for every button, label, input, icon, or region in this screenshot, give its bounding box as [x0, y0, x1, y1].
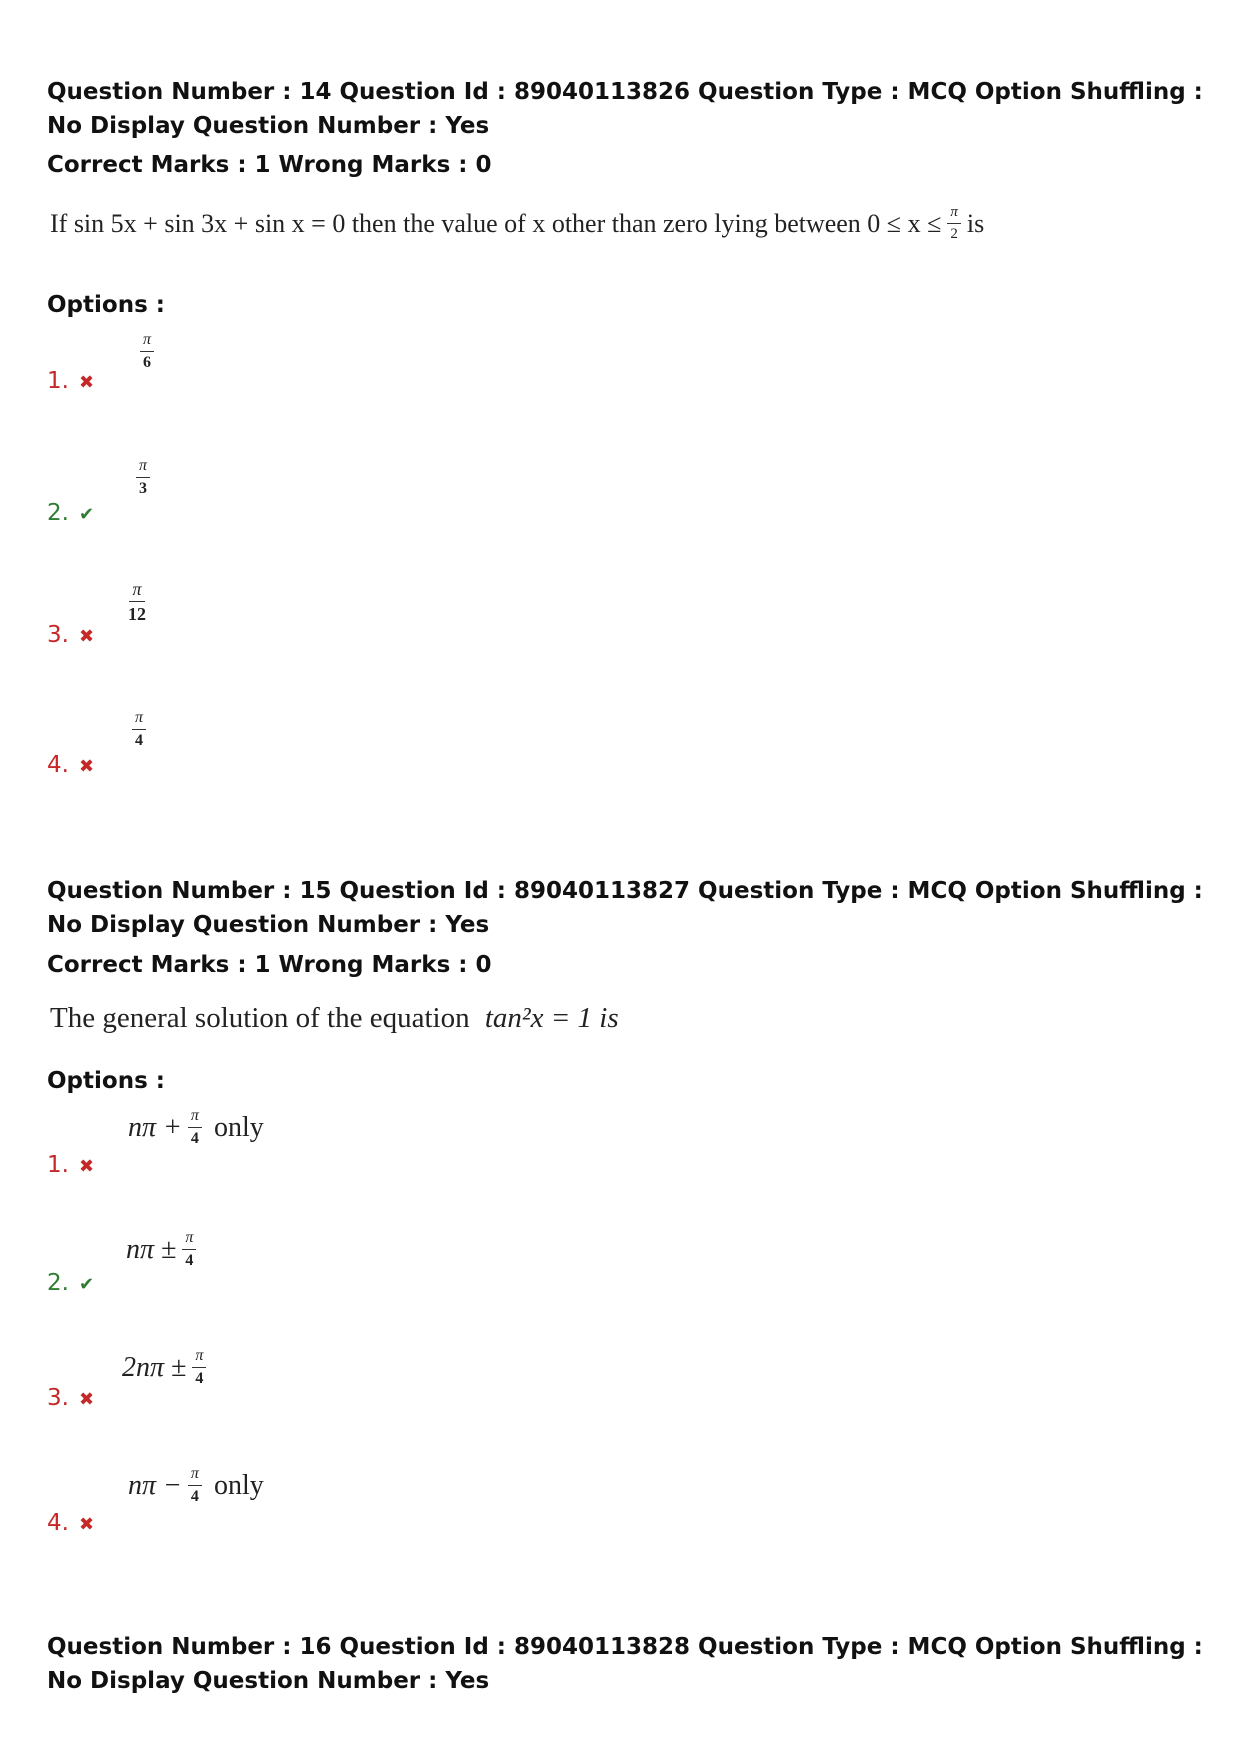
expression-prefix: nπ ±	[126, 1233, 177, 1265]
fraction-numerator: π	[947, 205, 961, 224]
question-16-header: Question Number : 16 Question Id : 89040113828 Question Type : MCQ Option Shuffling : No Display Question Number : Yes	[47, 1634, 1203, 1694]
question-14-text-fraction	[947, 205, 961, 242]
fraction-numerator: π	[192, 1348, 206, 1368]
question-14-option-3[interactable]	[47, 622, 94, 648]
question-14-option-1[interactable]	[47, 368, 94, 394]
question-14-option-2-expression	[136, 458, 150, 497]
fraction-denominator: 4	[185, 1252, 194, 1269]
question-14-options-label: Options :	[47, 292, 165, 318]
question-15-option-3[interactable]	[47, 1385, 94, 1411]
question-15-option-2-expression	[126, 1230, 196, 1269]
question-15-options-label: Options :	[47, 1068, 165, 1094]
question-15-text-main: The general solution of the equation	[50, 1002, 470, 1034]
question-14-header: Question Number : 14 Question Id : 89040113826 Question Type : MCQ Option Shuffling : No Display Question Number : Yes	[47, 79, 1203, 139]
fraction-denominator: 2	[950, 226, 958, 242]
question-14-option-1-expression	[140, 332, 154, 371]
expression-suffix: only	[213, 1469, 264, 1501]
option-number: 2.	[47, 500, 69, 526]
fraction-numerator: π	[132, 710, 146, 730]
expression-suffix: only	[213, 1111, 264, 1143]
wrong-mark-icon: ✖	[79, 756, 95, 777]
question-15-option-1[interactable]	[47, 1152, 94, 1178]
question-15-option-3-expression	[122, 1348, 206, 1387]
question-15-option-1-expression	[128, 1108, 264, 1147]
fraction-denominator: 12	[128, 604, 146, 624]
expression-prefix: nπ −	[128, 1469, 182, 1501]
expression-prefix: nπ +	[128, 1111, 182, 1143]
fraction-denominator: 4	[190, 1130, 199, 1147]
question-15-option-4[interactable]	[47, 1510, 94, 1536]
question-14-option-4-expression	[132, 710, 146, 749]
wrong-mark-icon: ✖	[79, 1156, 95, 1177]
fraction-denominator: 3	[139, 480, 147, 497]
wrong-mark-icon: ✖	[79, 1389, 95, 1410]
question-15-text	[50, 1002, 619, 1035]
fraction-denominator: 6	[143, 354, 151, 371]
question-14-option-4[interactable]	[47, 752, 94, 778]
check-mark-icon: ✔	[79, 1274, 95, 1295]
fraction-numerator: π	[188, 1466, 202, 1486]
check-mark-icon: ✔	[79, 504, 95, 525]
question-15-header: Question Number : 15 Question Id : 89040113827 Question Type : MCQ Option Shuffling : No Display Question Number : Yes	[47, 878, 1203, 938]
question-15-option-2[interactable]	[47, 1270, 94, 1296]
wrong-mark-icon: ✖	[79, 372, 95, 393]
fraction-numerator: π	[129, 580, 144, 602]
fraction-denominator: 4	[195, 1370, 204, 1387]
fraction-numerator: π	[140, 332, 154, 352]
question-14-marks: Correct Marks : 1 Wrong Marks : 0	[47, 152, 492, 178]
wrong-mark-icon: ✖	[79, 626, 95, 647]
question-15-equation: tan²x = 1 is	[484, 1002, 619, 1034]
fraction-denominator: 4	[135, 732, 143, 749]
option-number: 3.	[47, 1385, 69, 1411]
fraction-numerator: π	[188, 1108, 202, 1128]
question-14-option-2[interactable]	[47, 500, 94, 526]
option-number: 1.	[47, 368, 69, 394]
question-14-text-end: is	[966, 208, 985, 238]
question-14-text-main: If sin 5x + sin 3x + sin x = 0 then the value of x other than zero lying between 0 ≤ x ≤	[50, 208, 942, 238]
fraction-numerator: π	[136, 458, 150, 478]
option-number: 1.	[47, 1152, 69, 1178]
fraction-denominator: 4	[190, 1488, 199, 1505]
question-15-marks: Correct Marks : 1 Wrong Marks : 0	[47, 952, 492, 978]
option-number: 2.	[47, 1270, 69, 1296]
question-15-option-4-expression	[128, 1466, 264, 1505]
question-14-text	[50, 205, 984, 242]
wrong-mark-icon: ✖	[79, 1514, 95, 1535]
option-number: 4.	[47, 752, 69, 778]
expression-prefix: 2nπ ±	[122, 1351, 187, 1383]
option-number: 4.	[47, 1510, 69, 1536]
fraction-numerator: π	[182, 1230, 196, 1250]
question-14-option-3-expression	[128, 580, 146, 623]
option-number: 3.	[47, 622, 69, 648]
